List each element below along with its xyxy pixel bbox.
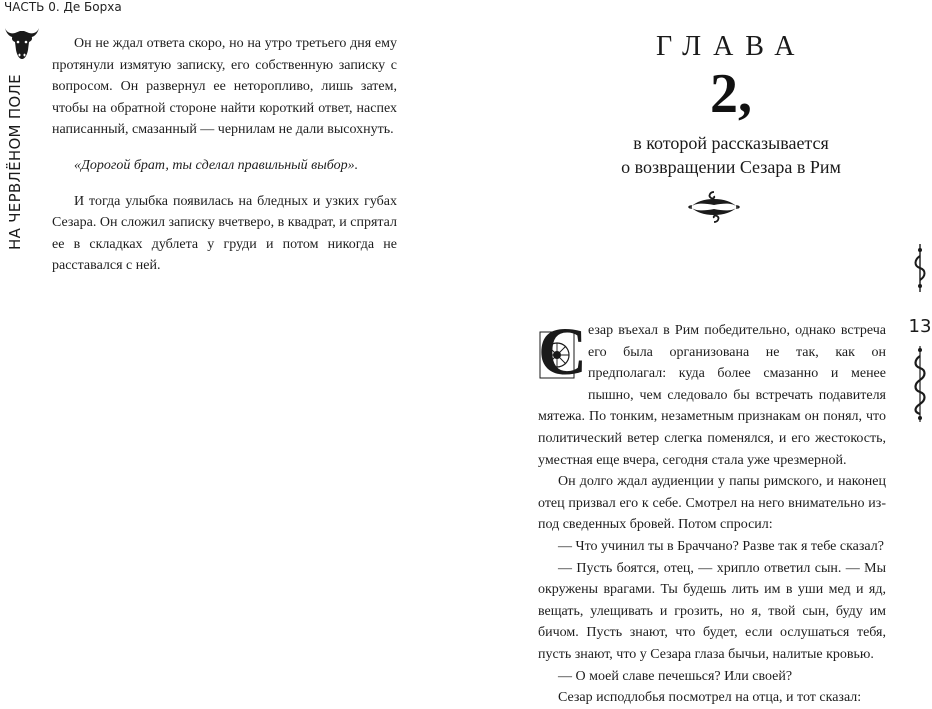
right-body-text: [538, 313, 886, 709]
paragraph: И тогда улыбка появилась на бледных и узких губах Сезара. Он сложил записку вчетверо, в квадрат, и спрятал ее в складках дублета у груди и потом никогда не расставался с ней.: [52, 193, 397, 274]
dialogue-line: — О моей славе печешься? Или своей?: [558, 668, 793, 684]
page-number: 13: [908, 316, 932, 337]
page-edge-ornament-icon: [910, 244, 930, 292]
chapter-number: 2,: [710, 63, 752, 125]
dialogue-line: — Пусть боятся, отец, — хрипло ответил сын. — Мы окружены врагами. Ты будешь лить им в уши мед и яд, вещать, улещивать и грозить, но я, твой сын, буду им бичом. Пусть знают, что будет, если ослушаться тебя, пусть знают, что у Сезара глаза бычьи, налитые кровью.: [538, 560, 886, 662]
right-page: [466, 0, 932, 706]
drop-cap-letter: С: [538, 313, 588, 389]
paragraph: езар въехал в Рим победительно, однако встреча его была организована не так, как он предполагал: куда более смазанно и менее пышно, чем следовало бы встречать подавителя мятежа. По тонким, незаметным признакам он понял, что политический ветер слегка поменялся, и его жестокость, уместная еще вчера, сегодня стала уже чрезмерной.: [538, 323, 886, 468]
flourish-ornament-icon: [686, 190, 742, 224]
paragraph: Он не ждал ответа скоро, но на утро третьего дня ему протянули измятую записку, его собственную записку с вопросом. Он развернул ее неторопливо, лишь затем, чтобы на обратной стороне найти короткий ответ, наспех написанный, смазанный — чернилам не дали высохнуть.: [52, 36, 397, 138]
chapter-label: ГЛАВА: [656, 31, 807, 62]
vertical-book-title: НА ЧЕРВЛЁНОМ ПОЛЕ: [6, 74, 24, 250]
left-page: [0, 0, 466, 653]
bull-head-icon: [2, 22, 42, 62]
chapter-subtitle-line: о возвращении Сезара в Рим: [621, 157, 841, 177]
paragraph: Сезар исподлобья посмотрел на отца, и тот сказал:: [558, 690, 862, 706]
left-body-text: [52, 33, 397, 277]
letter-quote: «Дорогой брат, ты сделал правильный выбор».: [74, 157, 359, 173]
dialogue-line: — Что учинил ты в Браччано? Разве так я тебе сказал?: [558, 538, 884, 554]
page-number-ornament-icon: [912, 346, 928, 422]
paragraph: Он долго ждал аудиенции у папы римского, и наконец отец призвал его к себе. Смотрел на него внимательно из-под сведенных бровей. Потом спросил:: [538, 474, 886, 533]
chapter-subtitle: [576, 131, 886, 179]
chapter-subtitle-line: в которой рассказывается: [633, 133, 829, 153]
drop-cap: [536, 313, 588, 389]
running-head: ЧАСТЬ 0. Де Борха: [4, 0, 122, 14]
